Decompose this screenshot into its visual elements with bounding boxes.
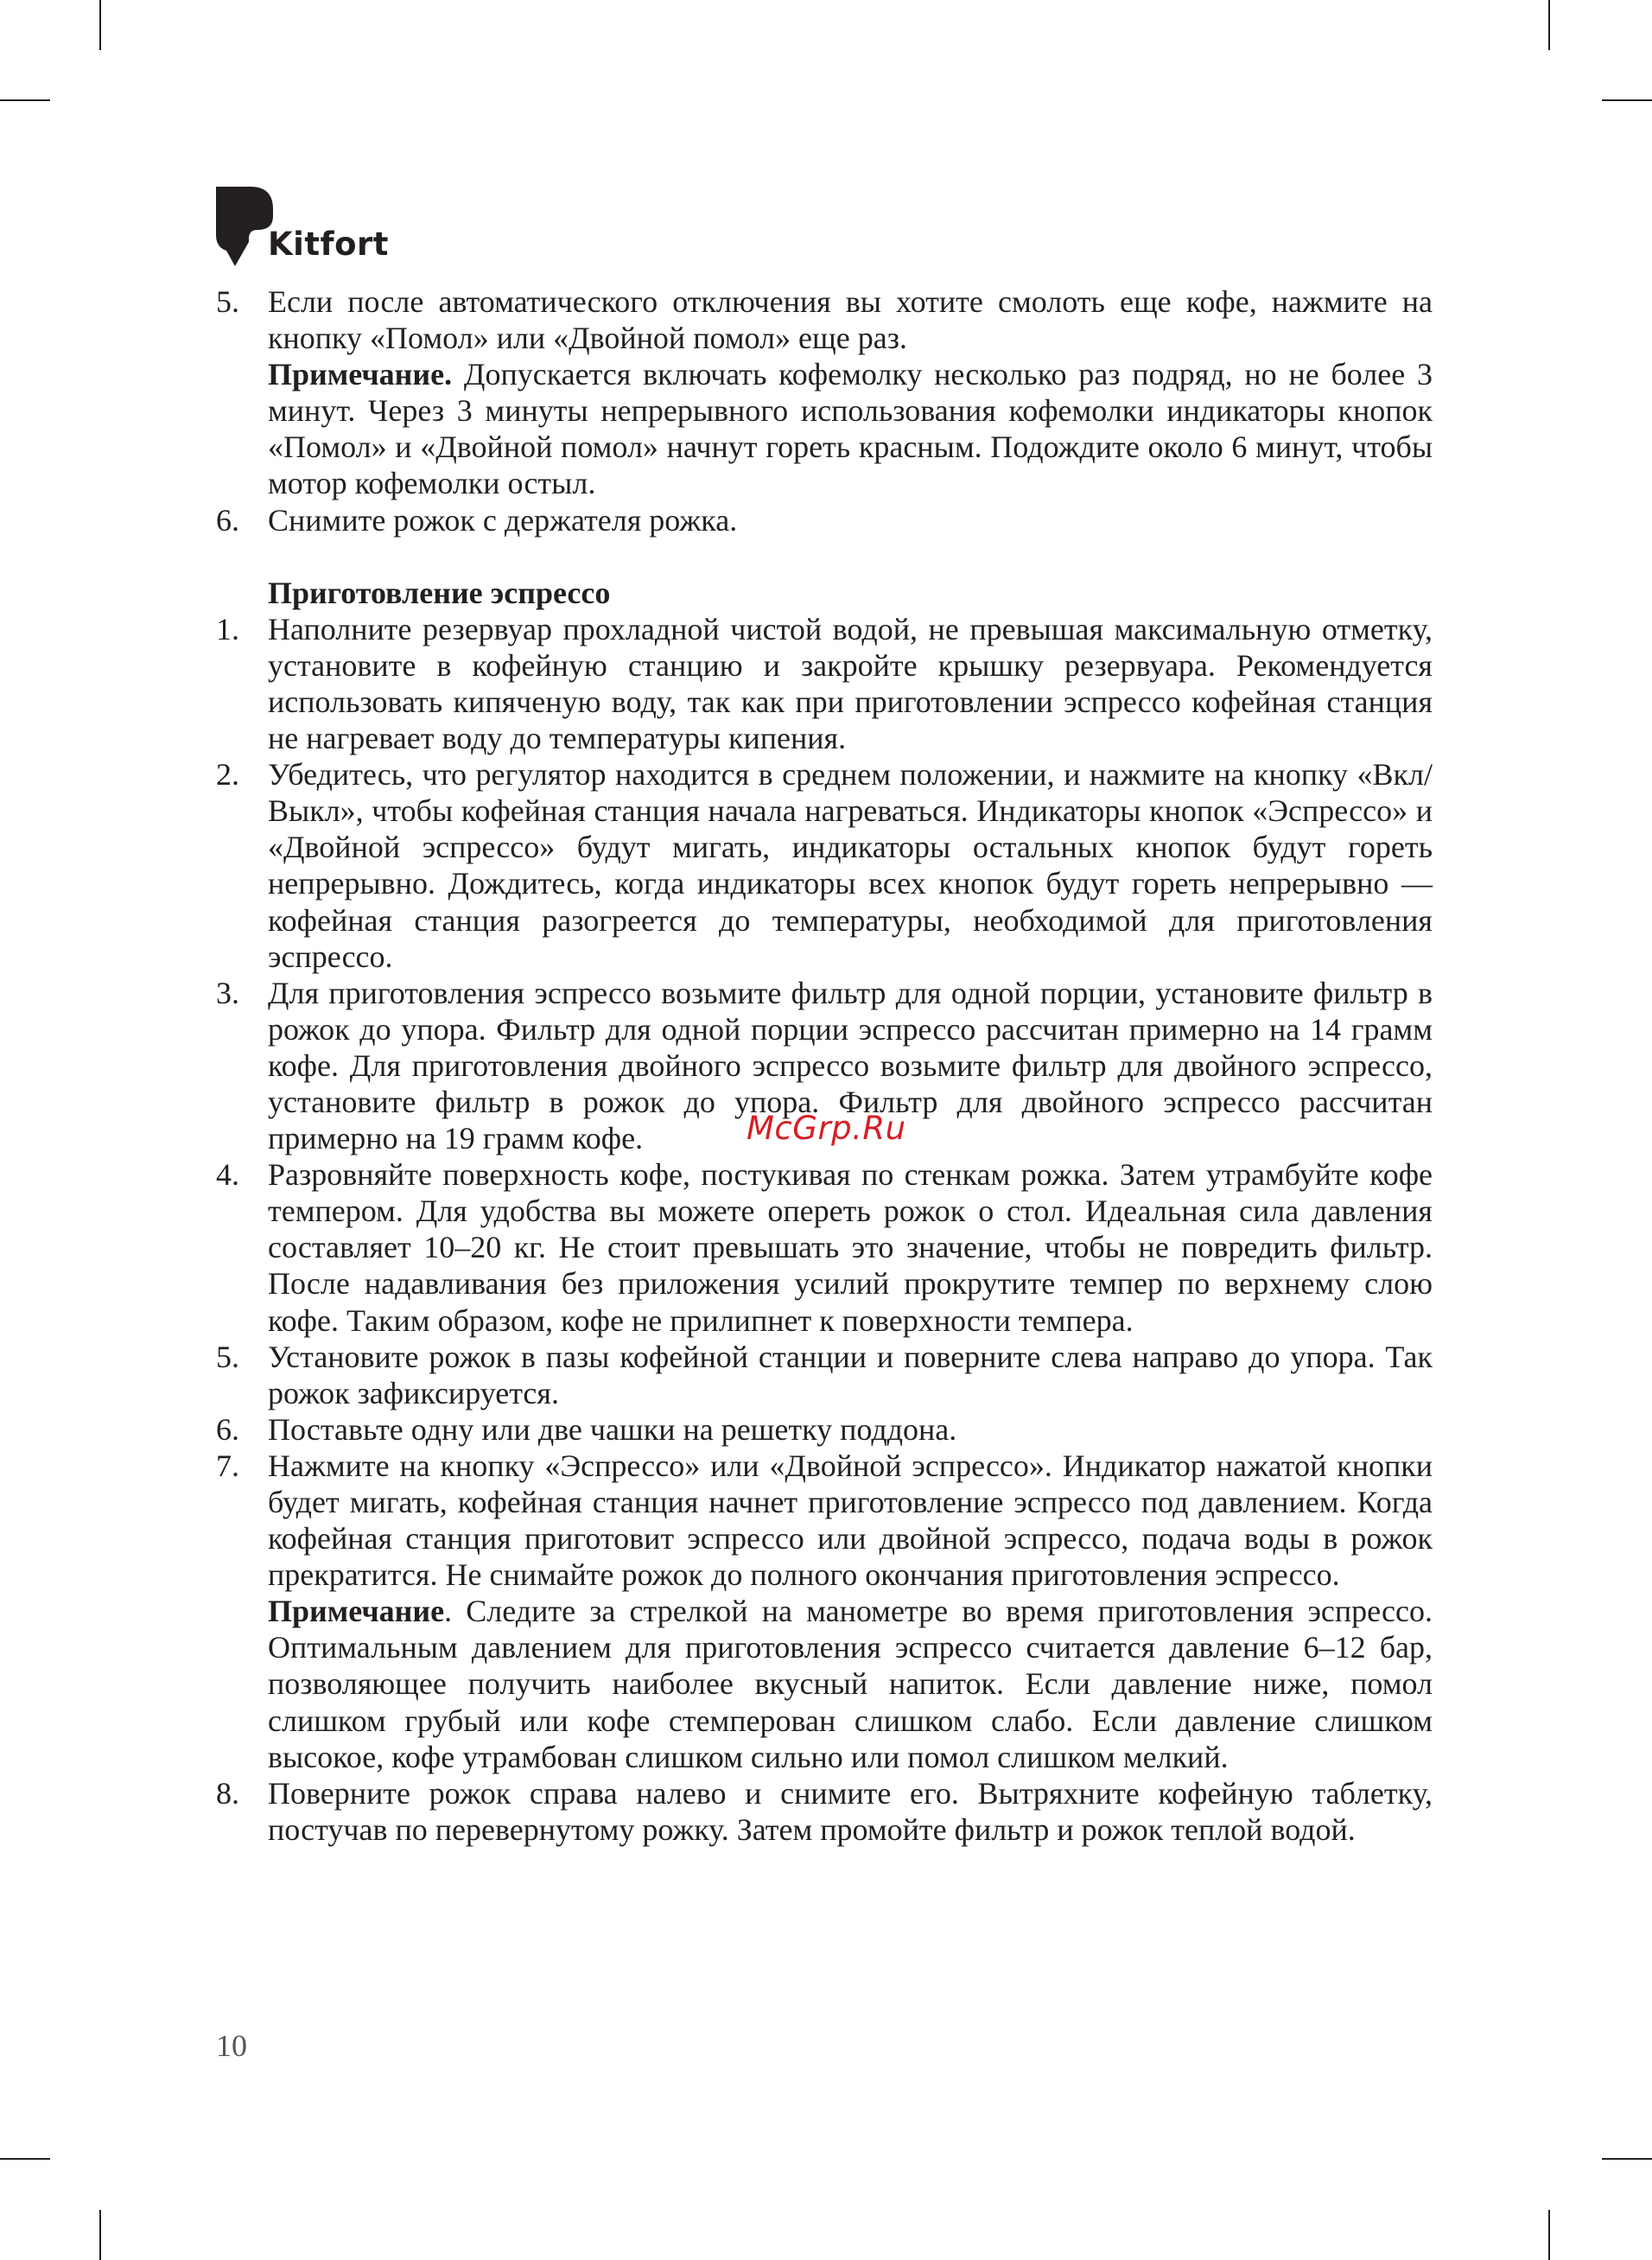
brand-logo xyxy=(216,187,389,266)
list-item-text: Для приготовления эспрессо возьмите фильтр для одной порции, установите фильтр в рожок до упора. Фильтр для одной порции эспрессо рассчитан примерно на 14 грамм кофе. Для приготовления двойного эспрессо возьмите фильтр для двойного эспрессо, установите фильтр в рожок до упора. Фильтр для двойного эспрессо рассчитан примерно на 19 грамм кофе. xyxy=(268,975,1433,1156)
list-item-body xyxy=(268,1411,1433,1448)
list-item xyxy=(216,1339,1433,1411)
brand-name: Kitfort xyxy=(268,226,389,263)
list-item-text: Если после автоматического отключения вы хотите смолоть еще кофе, нажмите на кнопку «Помол» или «Двойной помол» еще раз. xyxy=(268,284,1433,356)
list-item-number: 1. xyxy=(216,611,239,646)
list-item-text: Поверните рожок справа налево и снимите его. Вытряхните кофейную таблетку, постучав по перевернутому рожку. Затем промойте фильтр и рожок теплой водой. xyxy=(268,1775,1433,1847)
list-item-body xyxy=(268,1156,1433,1338)
section-heading: Приготовление эспрессо xyxy=(268,575,611,610)
note-paragraph xyxy=(268,1593,1433,1774)
list-item xyxy=(216,611,1433,756)
watermark-link[interactable]: McGrp.Ru xyxy=(747,1110,906,1147)
list-item-text: Установите рожок в пазы кофейной станции и поверните слева направо до упора. Так рожок зафиксируется. xyxy=(268,1339,1433,1410)
list-item-text: Наполните резервуар прохладной чистой водой, не превышая максимальную отметку, установите в кофейную станцию и закройте крышку резервуара. Рекомендуется использовать кипяченую воду, так как при приготовлении эспрессо кофейная станция не нагревает воду до температуры кипения. xyxy=(268,611,1433,756)
note-paragraph xyxy=(268,356,1433,501)
list-item-number: 6. xyxy=(216,502,239,538)
crop-mark-right-bottom xyxy=(1602,2158,1652,2160)
crop-mark-left-bottom xyxy=(0,2158,50,2160)
note-label: Примечание xyxy=(268,1594,445,1629)
list-item-body xyxy=(268,502,1433,538)
crop-mark-bottom-right xyxy=(1548,2210,1550,2260)
list-item-text: Снимите рожок с держателя рожка. xyxy=(268,502,738,538)
list-item-number: 2. xyxy=(216,757,239,793)
list-item-number: 5. xyxy=(216,1339,239,1374)
crop-mark-left-top xyxy=(0,99,50,101)
list-item xyxy=(216,1156,1433,1338)
kitfort-logo-icon xyxy=(216,187,273,266)
crop-mark-top-right xyxy=(1548,0,1550,50)
crop-mark-right-top xyxy=(1602,99,1652,101)
page-number: 10 xyxy=(216,2028,247,2063)
list-item xyxy=(216,756,1433,975)
list-item xyxy=(216,1448,1433,1775)
list-item-number: 8. xyxy=(216,1775,239,1811)
list-item xyxy=(216,1775,1433,1848)
list-item-body xyxy=(268,1775,1433,1848)
list-item-number: 7. xyxy=(216,1448,239,1483)
crop-mark-top-left xyxy=(99,0,101,50)
list-item-text: Поставьте одну или две чашки на решетку поддона. xyxy=(268,1411,957,1447)
list-item-body xyxy=(268,1448,1433,1775)
list-item-body xyxy=(268,1339,1433,1411)
list-item-body xyxy=(268,283,1433,502)
list-item-text: Убедитесь, что регулятор находится в среднем положении, и нажмите на кнопку «Вкл/Выкл», чтобы кофейная станция начала нагреваться. Индикаторы кнопок «Эспрессо» и «Двойной эспрессо» будут мигать, индикаторы остальных кнопок будут гореть непрерывно. Дождитесь, когда индикаторы всех кнопок будут гореть непрерывно — кофейная станция разогреется до температуры, необходимой для приготовления эспрессо. xyxy=(268,757,1433,974)
note-text: . Следите за стрелкой на манометре во время приготовления эспрессо. Оптимальным давлением для приготовления эспрессо считается давление 6–12 бар, позволяющее получить наиболее вкусный напиток. Если давление ниже, помол слишком грубый или кофе стемперован слишком слабо. Если давление слишком высокое, кофе утрамбован слишком сильно или помол слишком мелкий. xyxy=(268,1594,1433,1774)
list-item-body xyxy=(268,756,1433,975)
note-label: Примечание. xyxy=(268,357,453,392)
list-item xyxy=(216,283,1433,502)
list-item-number: 5. xyxy=(216,284,239,319)
list-item-number: 6. xyxy=(216,1411,239,1447)
list-item-body xyxy=(268,611,1433,756)
list-item-text: Нажмите на кнопку «Эспрессо» или «Двойной эспрессо». Индикатор нажатой кнопки будет мигать, кофейная станция начнет приготовление эспрессо под давлением. Когда кофейная станция приготовит эспрессо или двойной эспрессо, подача воды в рожок прекратится. Не снимайте рожок до полного окончания приготовления эспрессо. xyxy=(268,1448,1433,1593)
list-item xyxy=(216,1411,1433,1448)
list-item-text: Разровняйте поверхность кофе, постукивая по стенкам рожка. Затем утрамбуйте кофе темпером. Для удобства вы можете опереть рожок о стол. Идеальная сила давления составляет 10–20 кг. Не стоит превышать это значение, чтобы не повредить фильтр. После надавливания без приложения усилий прокрутите темпер по верхнему слою кофе. Таким образом, кофе не прилипнет к поверхности темпера. xyxy=(268,1157,1433,1338)
list-item xyxy=(216,502,1433,538)
list-item-number: 4. xyxy=(216,1157,239,1193)
crop-mark-bottom-left xyxy=(99,2210,101,2260)
instructions-content xyxy=(216,283,1433,1848)
note-text: Допускается включать кофемолку несколько раз подряд, но не более 3 минут. Через 3 минуты непрерывного использования кофемолки индикаторы кнопок «Помол» и «Двойной помол» начнут гореть красным. Подождите около 6 минут, чтобы мотор кофемолки остыл. xyxy=(268,357,1433,501)
list-item-number: 3. xyxy=(216,975,239,1010)
